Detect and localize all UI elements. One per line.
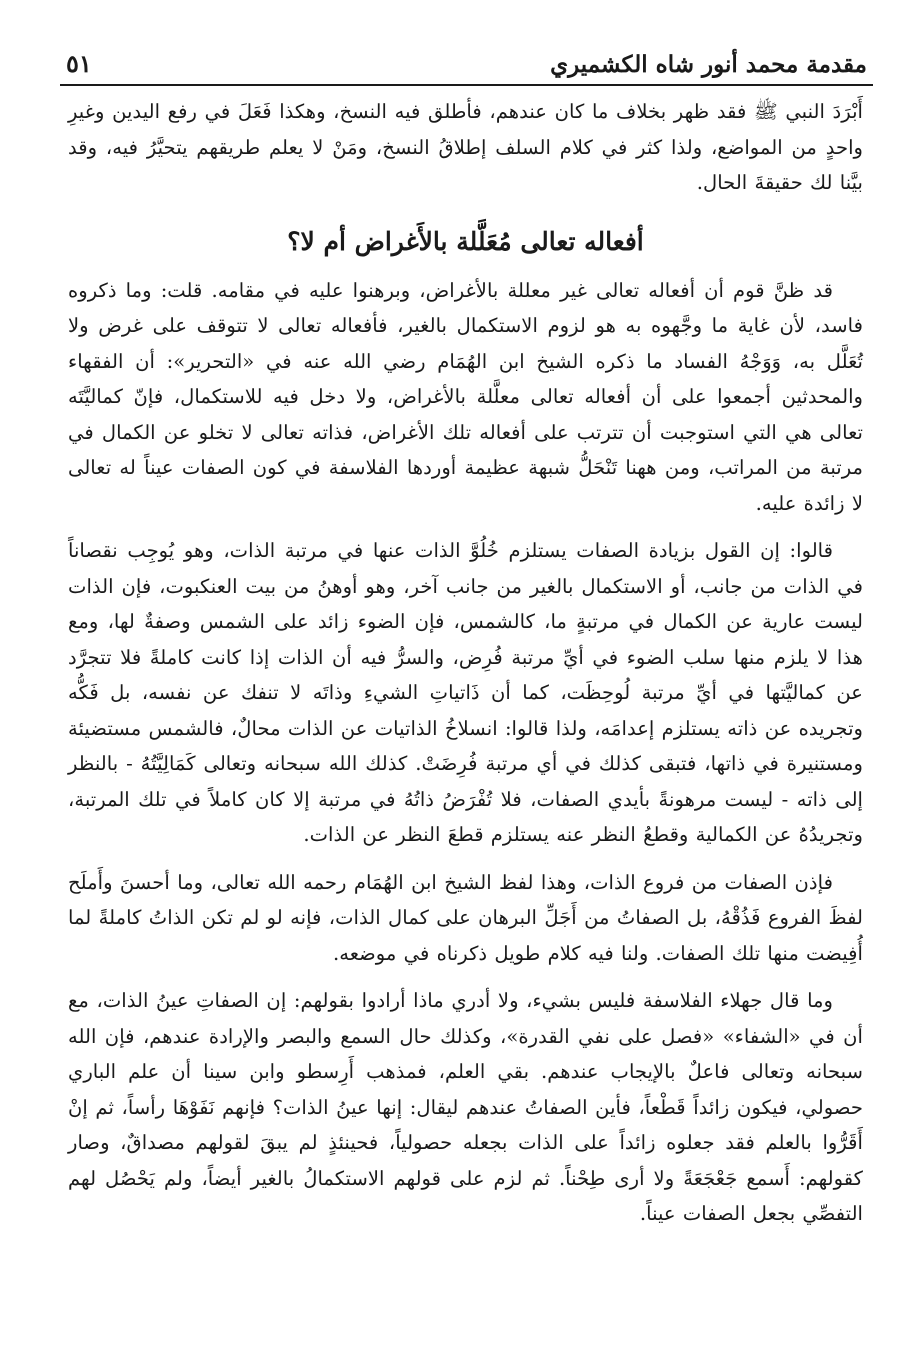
paragraph-5: وما قال جهلاء الفلاسفة فليس بشيء، ولا أدري ماذا أرادوا بقولهم: إن الصفاتِ عينُ الذات، مع أن في «الشفاء» «فصل على نفي القدرة»، وكذلك حال السمع والبصر والإرادة عندهم، فإن الله سبحانه وتعالى فاعلٌ بالإيجاب عندهم. بقي العلم، فمذهب أَرِسطو وابن سينا أن علم الباري حصولي، فيكون زائداً قَطْعاً، فأين الصفاتُ عندهم ليقال: إنها عينُ الذات؟ فإنهم نَفَوْهَا رأساً، ثم إنْ أَقَرُّوا بالعلم فقد جعلوه زائداً على الذات بجعله حصولياً، فحينئذٍ لم يبقَ لقولهم مصداقٌ، وصار كقولهم: أَسمع جَعْجَعَةً ولا أرى طِحْناً. ثم لزم على قولهم الاستكمالُ بالغير أيضاً، ولم يَحْصُل لهم التفصِّي بجعل الصفات عيناً.	[68, 989, 863, 1225]
running-header-title: مقدمة محمد أنور شاه الكشميري	[550, 51, 867, 78]
page-number: ٥١	[66, 49, 92, 78]
page-body	[60, 94, 873, 1232]
paragraph-4: فإذن الصفات من فروع الذات، وهذا لفظ الشيخ ابن الهُمَام رحمه الله تعالى، وما أحسنَ وأَملَح لفظَ الفروع فَذُقْهُ، بل الصفاتُ من أَجَلِّ البرهان على كمال الذات، فإنه لو لم تكن الذاتُ كاملةً لما أُفِيضت منها تلك الصفات. ولنا فيه كلام طويل ذكرناه في موضعه.	[68, 870, 863, 965]
paragraph-continuation: أَبْرَدَ النبي ﷺ فقد ظهر بخلاف ما كان عندهم، فأطلق فيه النسخ، وهكذا فَعَلَ في رفع اليدين وغيرِ واحدٍ من المواضع، ولذا كثر في كلام السلف إطلاقُ النسخ، ومَنْ لا يعلم طريقهم يتحيَّرُ فيه، وقد بيَّنا لك حقيقةَ الحال.	[68, 100, 863, 194]
running-header	[60, 34, 873, 86]
paragraph-2: قد ظنَّ قوم أن أفعاله تعالى غير معللة بالأغراض، وبرهنوا عليه في مقامه. قلت: وما ذكروه فاسد، لأن غاية ما وجَّهوه به هو لزوم الاستكمال بالغير، فأفعاله تعالى لا تتوقف على غرض ولا تُعَلَّل به، وَوَجْهُ الفساد ما ذكره الشيخ ابن الهُمَام رضي الله عنه في «التحرير»: أن الفقهاء والمحدثين أجمعوا على أن أفعاله تعالى معلَّلة بالأغراض، ولا دخل فيه للاستكمال، فإنّ كماليَّتَه تعالى هي التي استوجبت أن تترتب على أفعاله تلك الأغراض، فذاته تعالى لا تخلو عن الكمال في مرتبة من المراتب، ومن ههنا تَنْحَلُّ شبهة عظيمة أوردها الفلاسفة في كون الصفات عيناً له تعالى لا زائدة عليه.	[68, 278, 863, 515]
paragraph-3: قالوا: إن القول بزيادة الصفات يستلزم خُلُوَّ الذات عنها في مرتبة الذات، وهو يُوجِب نقصاناً في الذات من جانب، أو الاستكمال بالغير من جانب آخر، وهو أوهنُ من بيت العنكبوت، فإن الذات ليست عارية عن الكمال في مرتبةٍ ما، كالشمس، فإن الضوء زائد على الشمس وصفةٌ لها، ومع هذا لا يلزم منها سلب الضوء في أيِّ مرتبة فُرِض، والسرُّ فيه أن الذات إذا كانت كاملةً فلا تتجرَّد عن كماليَّتها في أيِّ مرتبة لُوحِظَت، كما أن ذَاتياتِ الشيءِ وذاتَه لا تنفك عن نفسه، بل فَكُّه وتجريده عن ذاته يستلزم إعدامَه، ولذا قالوا: انسلاخُ الذاتيات عن الذات محالٌ، فالشمس مستضيئة ومستنيرة في ذاتها، فتبقى كذلك في أي مرتبة فُرِضَتْ. كذلك الله سبحانه وتعالى كَمَالِيَّتُهُ - بالنظر إلى ذاته - ليست مرهونةً بأيدي الصفات، فلا تُفْرَضُ ذاتُهُ في مرتبة إلا كان كاملاً في تلك المرتبة، وتجريدُهُ عن الكمالية وقطعُ النظر عنه يستلزم قطعَ النظر عن الذات.	[68, 539, 863, 846]
section-heading: أفعاله تعالى مُعَلَّلة بالأَغراض أم لا؟	[287, 226, 644, 256]
